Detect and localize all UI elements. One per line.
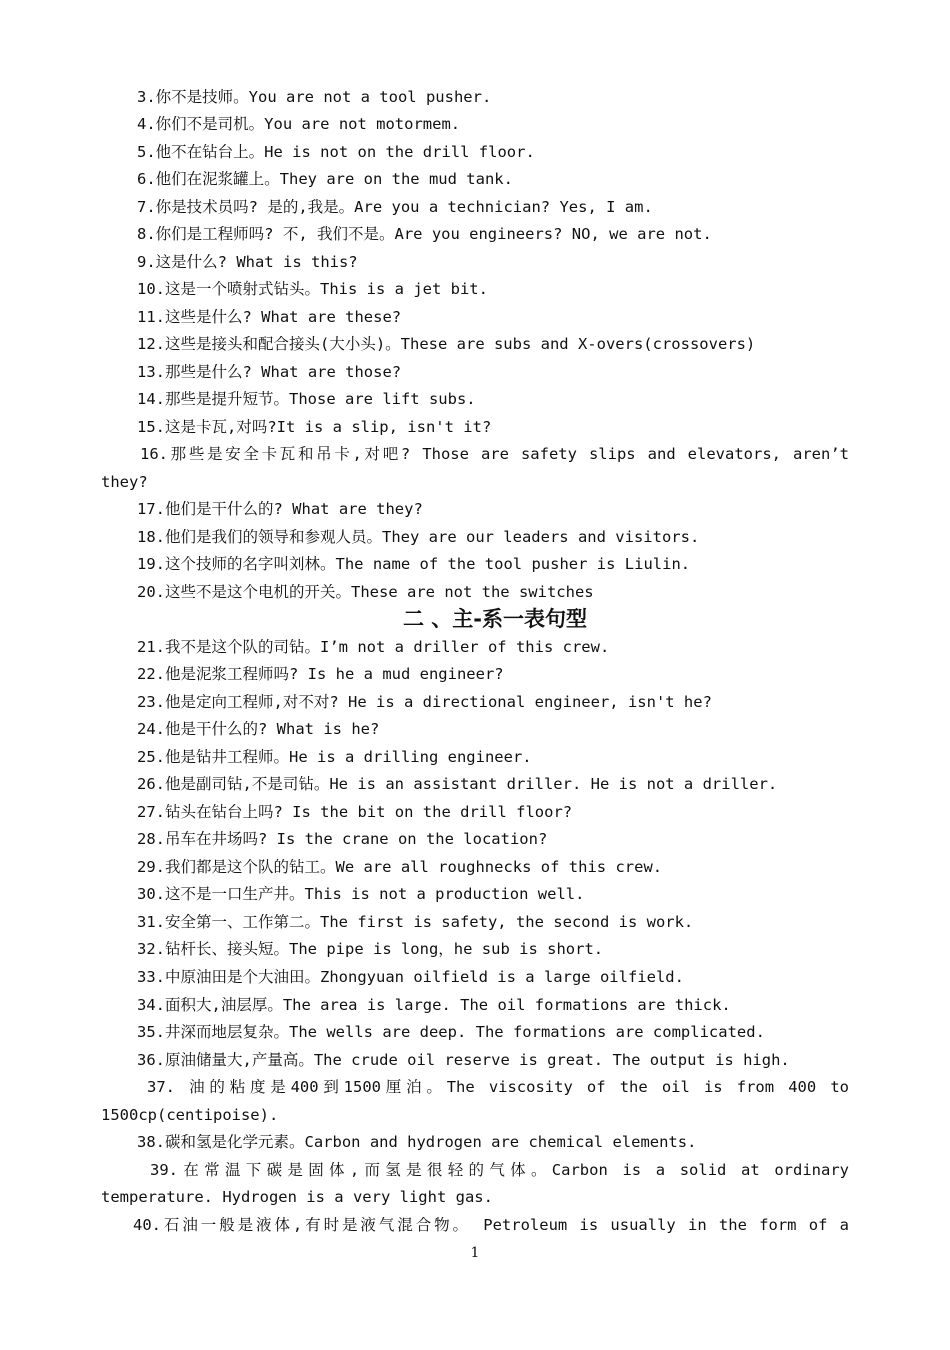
sentence-line: 22.他是泥浆工程师吗? Is he a mud engineer? bbox=[137, 665, 504, 683]
sentence-line: 34.面积大,油层厚。The area is large. The oil formations are thick. bbox=[137, 996, 731, 1014]
sentence-line: 38.碳和氢是化学元素。Carbon and hydrogen are chemical elements. bbox=[137, 1133, 697, 1151]
sentence-line: 29.我们都是这个队的钻工。We are all roughnecks of this crew. bbox=[137, 858, 663, 876]
sentence-line: 40.石油一般是液体,有时是液气混合物。 Petroleum is usually in the form of a bbox=[133, 1216, 849, 1234]
sentence-line: 37. 油的粘度是400到1500厘泊。The viscosity of the oil is from 400 to bbox=[147, 1078, 849, 1096]
sentence-line: 27.钻头在钻台上吗? Is the bit on the drill floor? bbox=[137, 803, 573, 821]
sentence-line: 15.这是卡瓦,对吗?It is a slip, isn't it? bbox=[137, 418, 492, 436]
section-heading: 二 、主-系一表句型 bbox=[402, 607, 588, 631]
sentence-line: 25.他是钻井工程师。He is a drilling engineer. bbox=[137, 748, 532, 766]
sentence-line: 14.那些是提升短节。Those are lift subs. bbox=[137, 390, 476, 408]
sentence-line: 33.中原油田是个大油田。Zhongyuan oilfield is a large oilfield. bbox=[137, 968, 684, 986]
sentence-line: 26.他是副司钻,不是司钻。He is an assistant driller. He is not a driller. bbox=[137, 775, 778, 793]
sentence-line: 11.这些是什么? What are these? bbox=[137, 308, 402, 326]
sentence-line: 20.这些不是这个电机的开关。These are not the switches bbox=[137, 583, 594, 601]
sentence-line: 35.井深而地层复杂。The wells are deep. The formations are complicated. bbox=[137, 1023, 765, 1041]
sentence-line: 6.他们在泥浆罐上。They are on the mud tank. bbox=[137, 170, 513, 188]
sentence-line: 7.你是技术员吗? 是的,我是。Are you a technician? Yes, I am. bbox=[137, 198, 653, 216]
sentence-line: 32.钻杆长、接头短。The pipe is long，he sub is short. bbox=[137, 940, 604, 958]
sentence-line: 12.这些是接头和配合接头(大小头)。These are subs and X-overs(crossovers) bbox=[137, 335, 756, 353]
sentence-line: 19.这个技师的名字叫刘林。The name of the tool pusher is Liulin. bbox=[137, 555, 691, 573]
sentence-line: 8.你们是工程师吗? 不, 我们不是。Are you engineers? NO, we are not. bbox=[137, 225, 712, 243]
sentence-continuation: 1500cp(centipoise). bbox=[101, 1106, 279, 1124]
sentence-continuation: they? bbox=[101, 473, 148, 491]
sentence-line: 10.这是一个喷射式钻头。This is a jet bit. bbox=[137, 280, 488, 298]
sentence-line: 3.你不是技师。You are not a tool pusher. bbox=[137, 88, 492, 106]
sentence-line: 9.这是什么? What is this? bbox=[137, 253, 358, 271]
sentence-line: 24.他是干什么的? What is he? bbox=[137, 720, 380, 738]
sentence-line: 16.那些是安全卡瓦和吊卡,对吧? Those are safety slips and elevators, aren’t bbox=[140, 445, 849, 463]
sentence-line: 5.他不在钻台上。He is not on the drill floor. bbox=[137, 143, 535, 161]
sentence-line: 13.那些是什么? What are those? bbox=[137, 363, 402, 381]
sentence-line: 21.我不是这个队的司钻。I’m not a driller of this crew. bbox=[137, 638, 610, 656]
sentence-line: 36.原油储量大,产量高。The crude oil reserve is great. The output is high. bbox=[137, 1051, 790, 1069]
page-number: 1 bbox=[470, 1245, 480, 1261]
sentence-line: 17.他们是干什么的? What are they? bbox=[137, 500, 423, 518]
sentence-line: 31.安全第一、工作第二。The first is safety, the second is work. bbox=[137, 913, 694, 931]
sentence-continuation: temperature. Hydrogen is a very light gas. bbox=[101, 1188, 493, 1206]
sentence-line: 23.他是定向工程师,对不对? He is a directional engineer, isn't he? bbox=[137, 693, 712, 711]
sentence-line: 18.他们是我们的领导和参观人员。They are our leaders and visitors. bbox=[137, 528, 700, 546]
sentence-line: 39.在常温下碳是固体,而氢是很轻的气体。Carbon is a solid at ordinary bbox=[150, 1161, 849, 1179]
sentence-line: 30.这不是一口生产井。This is not a production well. bbox=[137, 885, 585, 903]
sentence-line: 28.吊车在井场吗? Is the crane on the location? bbox=[137, 830, 548, 848]
sentence-line: 4.你们不是司机。You are not motormem. bbox=[137, 115, 461, 133]
